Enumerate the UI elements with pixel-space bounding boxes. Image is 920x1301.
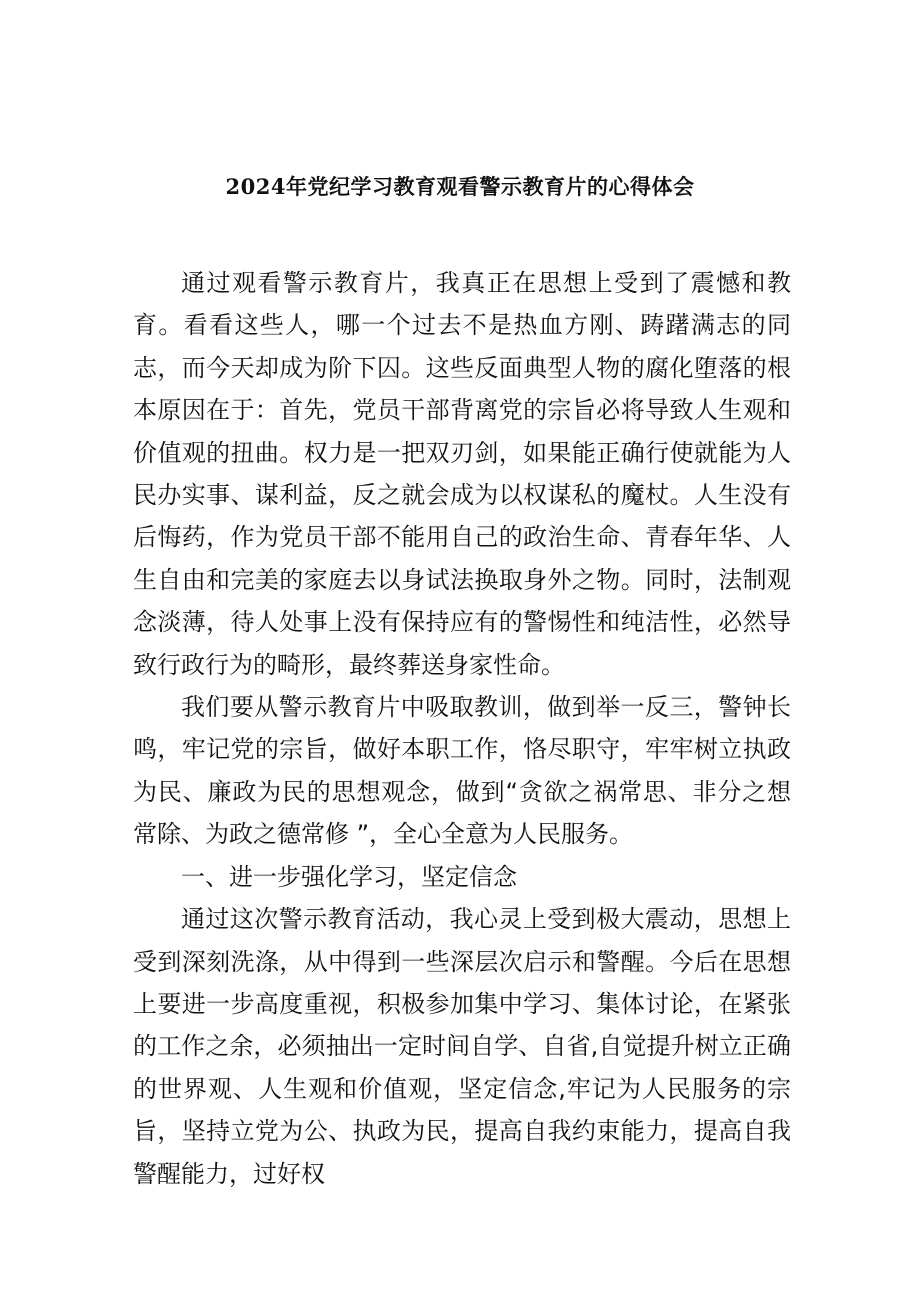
paragraph-study: 通过这次警示教育活动，我心灵上受到极大震动，思想上受到深刻洗涤，从中得到一些深层次启示和警醒。今后在思想上要进一步高度重视，积极参加集中学习、集体讨论，在紧张的工作之余，必须抽出一定时间自学、自省,自觉提升树立正确的世界观、人生观和价值观，坚定信念,牢记为人民服务的宗旨，坚持立党为公、执政为民，提高自我约束能力，提高自我警醒能力，过好权 — [133, 905, 791, 1188]
document-title: 2024年党纪学习教育观看警示教育片的心得体会 — [225, 174, 695, 199]
document-body — [133, 262, 791, 1195]
paragraph-intro: 通过观看警示教育片，我真正在思想上受到了震憾和教育。看看这些人，哪一个过去不是热血方刚、踌躇满志的同志，而今天却成为阶下囚。这些反面典型人物的腐化堕落的根本原因在于：首先，党员干部背离党的宗旨必将导致人生观和价值观的扭曲。权力是一把双刃剑，如果能正确行使就能为人民办实事、谋利益，反之就会成为以权谋私的魔杖。人生没有后悔药，作为党员干部不能用自己的政治生命、青春年华、人生自由和完美的家庭去以身试法换取身外之物。同时，法制观念淡薄，待人处事上没有保持应有的警惕性和纯洁性，必然导致行政行为的畸形，最终葬送身家性命。 — [133, 269, 791, 679]
paragraph-lessons: 我们要从警示教育片中吸取教训，做到举一反三，警钟长鸣，牢记党的宗旨，做好本职工作，恪尽职守，牢牢树立执政为民、廉政为民的思想观念，做到“贪欲之祸常思、非分之想常除、为政之德常修 ”，全心全意为人民服务。 — [133, 693, 791, 849]
section-heading: 一、进一步强化学习，坚定信念 — [181, 862, 517, 891]
